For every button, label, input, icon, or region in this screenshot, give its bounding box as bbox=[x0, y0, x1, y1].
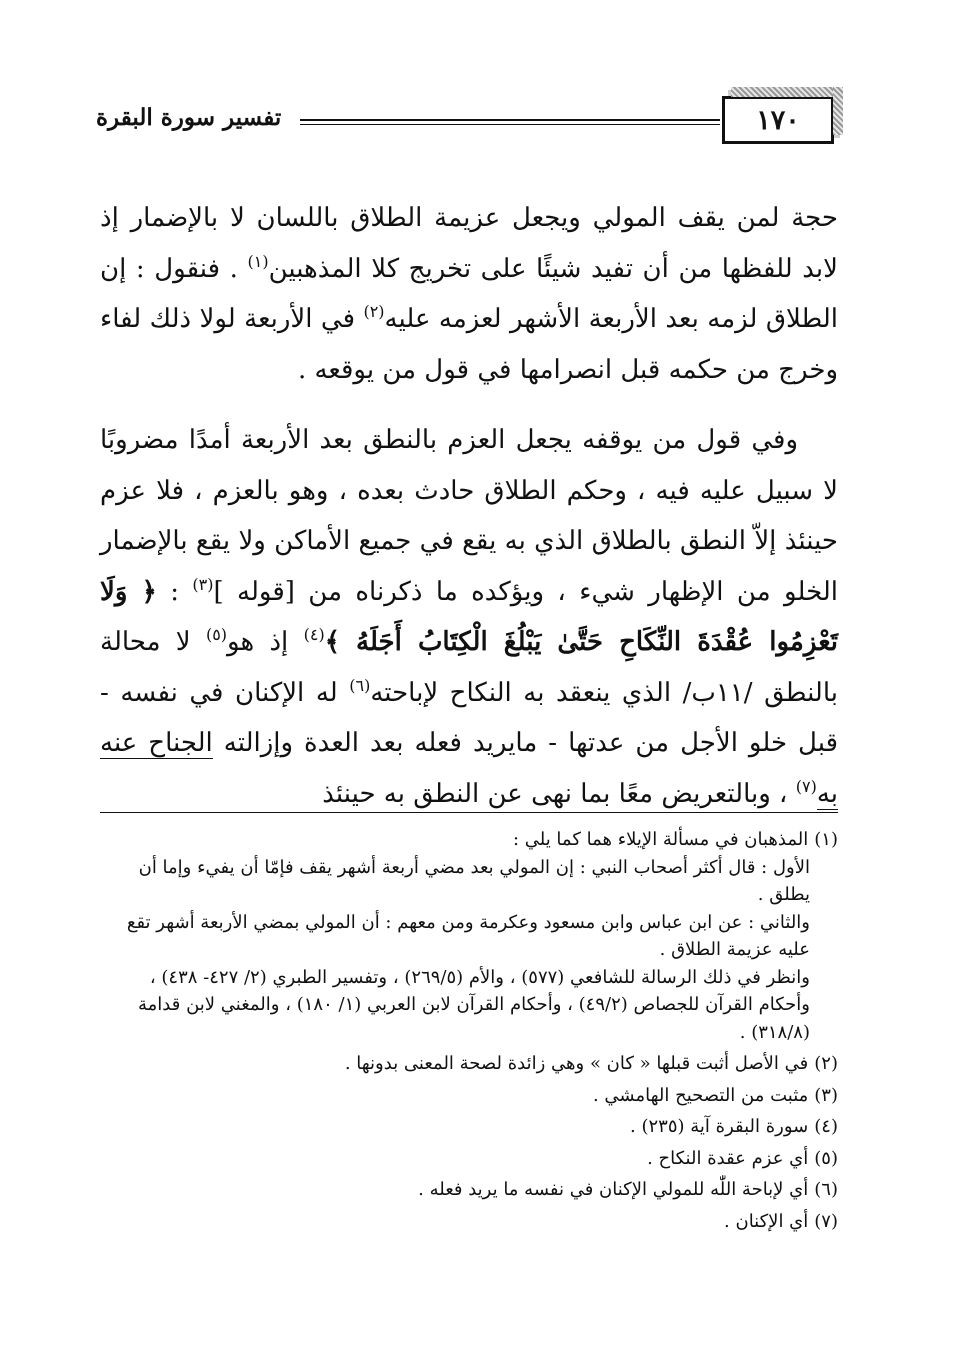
footnotes bbox=[100, 826, 838, 1239]
footnote-1-sub-1: الأول : قال أكثر أصحاب النبي : إن المولي بعد مضي أربعة أشهر يقف فإمّا أن يفيء وإما أن يطلق . bbox=[138, 856, 810, 905]
paragraph-1-text-b: . فنقول : إن الطلاق لزمه بعد الأربعة الأشهر لعزمه عليه bbox=[100, 253, 838, 334]
footnote-ref-6: (٦) bbox=[349, 675, 371, 695]
footnote-ref-1: (١) bbox=[247, 251, 269, 271]
underlined-text: الجناح عنه به bbox=[100, 728, 838, 809]
header-rule bbox=[300, 119, 720, 125]
footnote-text: المذهبان في مسألة الإيلاء هما كما يلي : bbox=[512, 829, 809, 850]
footnote-text: في الأصل أثبت قبلها « كان » وهي زائدة لصحة المعنى بدونها . bbox=[344, 1053, 809, 1074]
footnote-number: (٦) bbox=[814, 1179, 838, 1200]
footnote-separator bbox=[100, 812, 838, 813]
footnote-2 bbox=[100, 1050, 838, 1078]
footnote-ref-2: (٢) bbox=[363, 302, 385, 321]
footnote-ref-5: (٥) bbox=[205, 625, 228, 644]
footnote-4 bbox=[100, 1113, 838, 1141]
paragraph-2-text-b: : bbox=[156, 576, 193, 607]
footnote-text: أي عزم عقدة النكاح . bbox=[647, 1147, 809, 1169]
footnote-ref-4: (٤) bbox=[303, 625, 325, 644]
body-text bbox=[100, 193, 838, 819]
page-number: ١٧٠ bbox=[756, 104, 800, 136]
paragraph-2 bbox=[100, 415, 838, 819]
paragraph-2-text-e: له الإكنان في نفسه - قبل خلو الأجل من عدتها - مايريد فعله بعد العدة وإزالته bbox=[100, 677, 838, 758]
footnote-text: أي الإكنان . bbox=[724, 1210, 809, 1232]
paragraph-1 bbox=[100, 193, 838, 395]
footnote-ref-7: (٧) bbox=[795, 776, 817, 796]
footnote-5 bbox=[100, 1145, 838, 1173]
page-number-box bbox=[722, 96, 834, 144]
paragraph-2-text-a: وفي قول من يوقفه يجعل العزم بالنطق بعد الأربعة أمدًا مضروبًا لا سبيل عليه فيه ، وحكم الطلاق حادث بعده ، وهو بالعزم ، فلا عزم حينئذ إلاّ النطق بالطلاق الذي به يقع في جميع الأماكن ولا يقع بالإضمار الخلو من الإظهار شيء ، ويؤكده ما ذكرناه من [قوله ] bbox=[100, 425, 838, 607]
footnote-number: (٧) bbox=[814, 1210, 838, 1232]
footnote-number: (٢) bbox=[814, 1053, 838, 1074]
footnote-number: (٥) bbox=[814, 1147, 838, 1169]
paragraph-2-text-d: لا محالة بالنطق /١١ب/ الذي ينعقد به النكاح لإباحته bbox=[100, 627, 839, 708]
quran-verse: ﴿ وَلَا تَعْزِمُوا عُقْدَةَ النِّكَاحِ حَتَّىٰ يَبْلُغَ الْكِتَابُ أَجَلَهُ ﴾ bbox=[100, 576, 838, 657]
paragraph-1-text-a: حجة لمن يقف المولي ويجعل عزيمة الطلاق باللسان لا بالإضمار إذ لابد للفظها من أن تفيد شيئًا على تخريج كلا المذهبين bbox=[100, 203, 838, 284]
paragraph-1-text-c: في الأربعة لولا ذلك لفاء وخرج من حكمه قبل انصرامها في قول من يوقعه . bbox=[100, 304, 838, 385]
footnote-ref-3: (٣) bbox=[192, 574, 214, 594]
footnote-text: سورة البقرة آية (٢٣٥) . bbox=[630, 1116, 809, 1137]
footnote-text: أي لإباحة اللّٰه للمولي الإكنان في نفسه ما يريد فعله . bbox=[418, 1179, 809, 1200]
footnote-number: (٣) bbox=[814, 1084, 838, 1106]
paragraph-2-text-c: إذ هو bbox=[227, 627, 304, 657]
paragraph-2-text-g: ، وبالتعريض معًا بما نهى عن النطق به حينئذ bbox=[322, 778, 796, 809]
footnote-text: مثبت من التصحيح الهامشي . bbox=[592, 1084, 809, 1106]
footnote-1-sub-2: والثاني : عن ابن عباس وابن مسعود وعكرمة ومن معهم : أن المولي بمضي الأربعة أشهر تقع عليه عزيمة الطلاق . bbox=[126, 911, 810, 960]
footnote-1-sub-3: وانظر في ذلك الرسالة للشافعي (٥٧٧) ، والأم (٢٦٩/٥) ، وتفسير الطبري (٢/ ٤٢٧- ٤٣٨) ، وأحكام القرآن للجصاص (٤٩/٢) ، وأحكام القرآن لابن العربي (١/ ١٨٠) ، والمغني لابن قدامة (٣١٨/٨) . bbox=[138, 966, 810, 1043]
footnote-3 bbox=[100, 1082, 838, 1110]
footnote-number: (٤) bbox=[814, 1116, 838, 1137]
running-title: تفسير سورة البقرة bbox=[96, 104, 282, 131]
footnote-6 bbox=[100, 1176, 838, 1204]
footnote-number: (١) bbox=[814, 829, 838, 850]
footnote-7 bbox=[100, 1208, 838, 1236]
footnote-1 bbox=[100, 826, 838, 1046]
